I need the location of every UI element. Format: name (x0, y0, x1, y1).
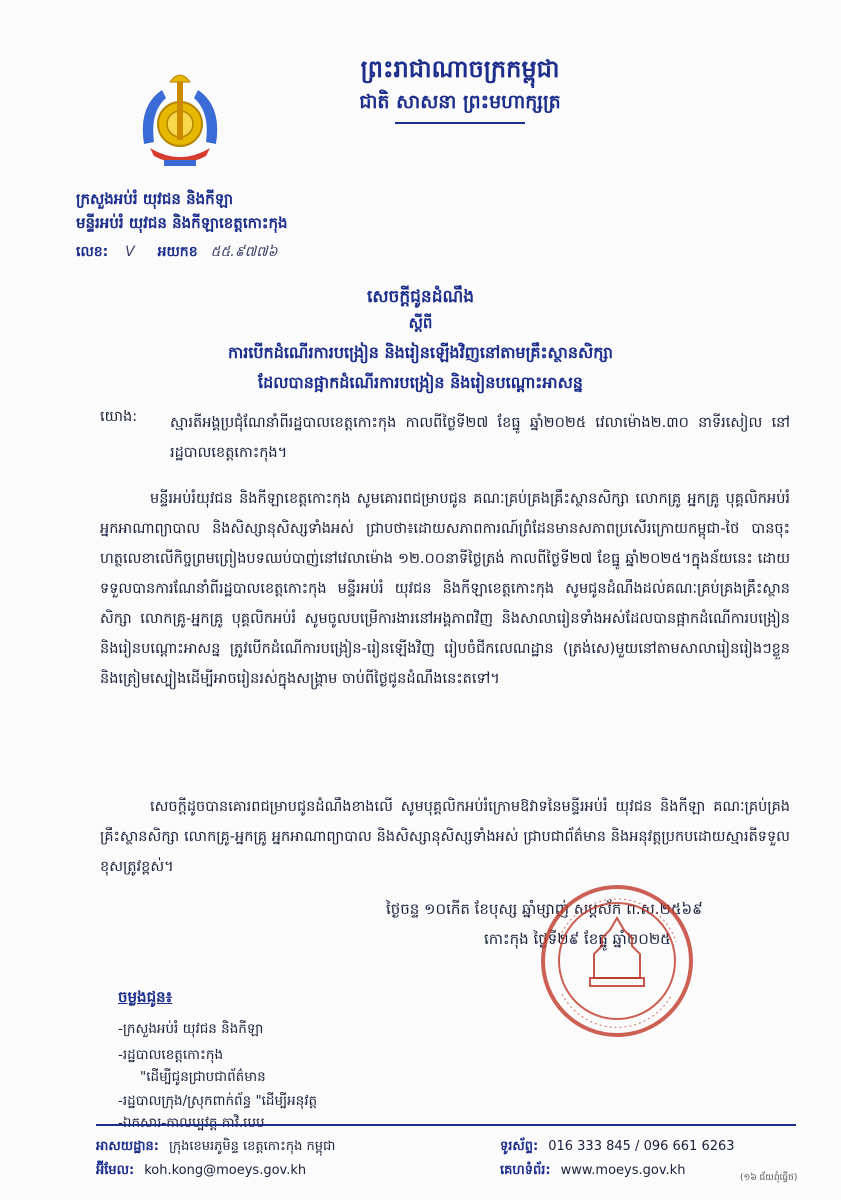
phone-label: ទូរស័ព្ទ: (500, 1139, 539, 1154)
kingdom-heading: ព្រះរាជាណាចក្រកម្ពុជា (360, 55, 560, 83)
website-label: គេហទំព័រ: (500, 1163, 551, 1178)
body-paragraph-2: សេចក្ដីដូចបានគោរពជម្រាបជូនដំណឹងខាងលើ សូមបុគ្គលិកអប់រំក្រោមឱវាទនៃមន្ទីរអប់រំ យុវជន និងកីឡា គណៈគ្រប់គ្រងគ្រឹះស្ថានសិក្សា លោកគ្រូ-អ្នកគ្រូ អ្នកអាណាព្យាបាល និងសិស្សានុសិស្សទាំងអស់ ជ្រាបជាព័ត៌មាន និងអនុវត្តប្រកបដោយស្មារតីទទួលខុសត្រូវខ្ពស់។ (100, 799, 790, 875)
reference-text: ស្មារតីអង្គប្រជុំណែនាំពីរដ្ឋបាលខេត្តកោះកុង កាលពីថ្ងៃទី២៧ ខែធ្នូ ឆ្នាំ២០២៥ វេលាម៉ោង២.៣០ នាទីរសៀល នៅរដ្ឋបាលខេត្តកោះកុង។ (170, 415, 790, 461)
cc-item: -រដ្ឋបាលខេត្តកោះកុង (118, 1047, 224, 1063)
ref-code-label: អយកខ (157, 244, 198, 260)
national-motto: ជាតិ សាសនា ព្រះមហាក្សត្រ (359, 91, 561, 113)
address-value: ក្រុងខេមរភូមិន្ទ ខេត្តកោះកុង កម្ពុជា (168, 1139, 336, 1154)
body-paragraph-1: មន្ទីរអប់រំយុវជន និងកីឡាខេត្តកោះកុង សូមគោរពជម្រាបជូន គណៈគ្រប់គ្រងគ្រឹះស្ថានសិក្សា លោកគ្រូ អ្នកគ្រូ បុគ្គលិកអប់រំ អ្នកអាណាព្យាបាល និងសិស្សានុសិស្សទាំងអស់ ជ្រាបថា៖ដោយសភាពការណ៍ព្រំដែនមានសភាពប្រសើរក្រោយកម្ពុជា-ថៃ បានចុះហត្ថលេខាលើកិច្ចព្រមព្រៀងបទឈប់បាញ់នៅវេលាម៉ោង ១២.០០នាទីថ្ងៃត្រង់ កាលពីថ្ងៃទី២៧ ខែធ្នូ ឆ្នាំ២០២៥។ក្នុងន័យនេះ ដោយទទួលបានការណែនាំពីរដ្ឋបាលខេត្តកោះកុង មន្ទីរអប់រំ យុវជន និងកីឡាខេត្តកោះកុង សូមជូនដំណឹងដល់គណៈគ្រប់គ្រងគ្រឹះស្ថានសិក្សា លោកគ្រូ-អ្នកគ្រូ បុគ្គលិកអប់រំ សូមចូលបម្រើការងារនៅអង្គភាពវិញ និងសាលារៀនទាំងអស់ដែលបានផ្អាកដំណើការបង្រៀន និងរៀនបណ្ដោះអាសន្ន ត្រូវបើកដំណើការបង្រៀន-រៀនឡើងវិញ រៀបចំជីកលេណដ្ឋាន (ត្រង់សេ)មួយនៅតាមសាលារៀនរៀងៗខ្លួន និងត្រៀមស្បៀងដើម្បីអាចរៀនរស់ក្នុងសង្គ្រាម ចាប់ពីថ្ងៃជូនដំណឹងនេះតទៅ។ (100, 491, 790, 687)
ministry-name: ក្រសួងអប់រំ យុវជន និងកីឡា (76, 190, 234, 208)
footer-website (500, 1162, 685, 1181)
cc-item: -រដ្ឋបាលក្រុង/ស្រុកពាក់ព័ន្ធ "ដើម្បីអនុវត្ត (118, 1093, 318, 1109)
department-name: មន្ទីរអប់រំ យុវជន និងកីឡាខេត្តកោះកុង (76, 214, 288, 232)
notice-about: ស្ដីពី (408, 314, 433, 332)
cc-item: "ដើម្បីជូនជ្រាបជាព័ត៌មាន (140, 1069, 266, 1085)
phone-value: 016 333 845 / 096 661 6263 (548, 1139, 735, 1154)
email-label: អ៊ីមែល: (96, 1163, 135, 1178)
ref-number: V (125, 244, 135, 260)
footer-phone (500, 1138, 735, 1157)
ref-label: លេខ: (76, 244, 109, 260)
ref-code: ៥៥.៩៧៧៦ (210, 244, 278, 260)
notice-title: សេចក្ដីជូនដំណឹង (366, 287, 475, 307)
notice-subject-2: ដែលបានផ្អាកដំណើរការបង្រៀន និងរៀនបណ្ដោះអាសន្ន (258, 373, 583, 392)
footer-note: (១៦ ជ័យពុំធ្វើថ) (740, 1173, 798, 1183)
website-link[interactable]: www.moeys.gov.kh (560, 1163, 686, 1178)
cc-item: -ឯកសារ-កាលប្បវត្ត កាវិ.បេប (118, 1115, 265, 1131)
reference-label: យោង: (100, 409, 138, 425)
footer-divider (96, 1124, 796, 1126)
reference-line (76, 242, 278, 263)
address-label: អាសយដ្ឋាន: (96, 1139, 159, 1154)
cc-title: ចម្លងជូន៖ (118, 988, 173, 1006)
cc-item: -ក្រសួងអប់រំ យុវជន និងកីឡា (118, 1021, 264, 1037)
notice-subject-1: ការបើកដំណើរការបង្រៀន និងរៀនឡើងវិញនៅតាមគ្រឹះស្ថានសិក្សា (227, 343, 614, 362)
official-seal-icon (538, 882, 696, 1040)
footer-email (96, 1162, 306, 1181)
email-link[interactable]: koh.kong@moeys.gov.kh (144, 1163, 307, 1178)
solar-date: កោះកុង ថ្ងៃទី២៩ ខែធ្នូ ឆ្នាំ២០២៥ (484, 930, 671, 948)
header-divider (395, 122, 525, 124)
footer-address (96, 1138, 335, 1157)
lunar-date: ថ្ងៃចន្ទ ១០កើត ខែបុស្ស ឆ្នាំម្សាញ់ សប្តស័ក ព.ស.២៥៦៩ (386, 900, 703, 918)
